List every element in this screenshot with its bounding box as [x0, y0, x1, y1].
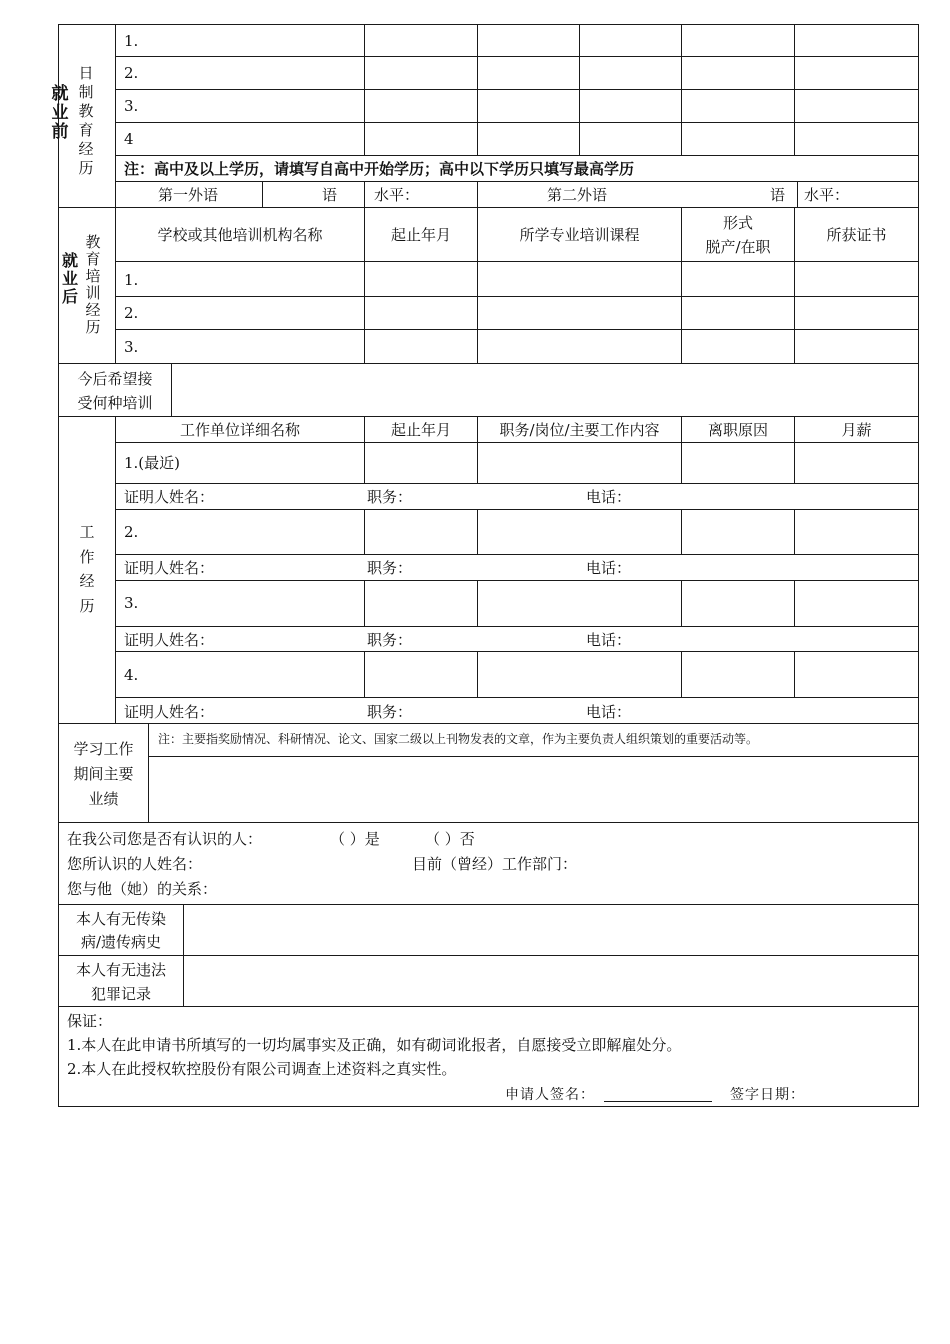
reference-name-label: 证明人姓名： [124, 703, 215, 721]
header-position: 职务/岗位/主要工作内容 [499, 421, 660, 439]
acquaintance-yes-option[interactable]: （ ）是 [330, 830, 380, 848]
reference-phone-label: 电话： [586, 488, 632, 506]
fulltime-education-side-label: 日制教育经历 [78, 64, 94, 177]
training-row-1-number: 1. [124, 271, 139, 289]
edu-row-4-number: 4 [124, 130, 134, 148]
reference-title-label: 职务： [367, 631, 413, 649]
header-salary: 月薪 [841, 421, 872, 439]
first-foreign-language-label: 第一外语 [158, 186, 219, 204]
guarantee-item-2: 2.本人在此授权软控股份有限公司调查上述资料之真实性。 [67, 1060, 457, 1078]
future-training-label-line2: 受何种培训 [77, 394, 153, 412]
signature-line[interactable] [604, 1101, 712, 1102]
header-form-type: 脱产/在职 [705, 238, 771, 256]
signature-label: 申请人签名： [505, 1087, 595, 1103]
work-row-4-number: 4. [124, 666, 139, 684]
pre-employment-side-label: 就业前 [51, 84, 69, 142]
achievements-note: 注：主要指奖励情况、科研情况、论文、国家二级以上刊物发表的文章，作为主要负责人组织策划的重要活动等。 [158, 732, 759, 746]
sign-date-label: 签字日期： [730, 1087, 805, 1103]
work-row-3-number: 3. [124, 594, 139, 612]
acquaintance-name-label: 您所认识的人姓名： [67, 855, 203, 873]
acquaintance-question: 在我公司您是否有认识的人： [67, 830, 263, 848]
first-language-level-label: 水平： [374, 186, 420, 204]
training-history-side-label: 教育培训经历 [85, 233, 101, 336]
header-course: 所学专业培训课程 [519, 226, 640, 244]
guarantee-item-1: 1.本人在此申请书所填写的一切均属事实及正确，如有砌词讹报者，自愿接受立即解雇处分。 [67, 1036, 682, 1054]
header-period: 起止年月 [390, 226, 451, 244]
header-certificate: 所获证书 [826, 226, 887, 244]
work-row-2-number: 2. [124, 523, 139, 541]
edu-row-1-number: 1. [124, 32, 139, 50]
crime-label-line2: 犯罪记录 [90, 985, 151, 1003]
guarantee-title: 保证： [67, 1012, 113, 1030]
first-language-suffix: 语 [322, 186, 338, 204]
achievements-label-line2: 期间主要 [73, 765, 134, 783]
second-language-suffix: 语 [770, 186, 786, 204]
work-row-1-number: 1.(最近) [124, 454, 181, 472]
disease-label-line2: 病/遗传病史 [80, 933, 162, 951]
edu-row-3-number: 3. [124, 97, 139, 115]
acquaintance-relation-label: 您与他（她）的关系： [67, 880, 218, 898]
header-institution: 学校或其他培训机构名称 [157, 226, 323, 244]
reference-title-label: 职务： [367, 488, 413, 506]
future-training-label-line1: 今后希望接 [77, 370, 153, 388]
reference-phone-label: 电话： [586, 559, 632, 577]
header-form: 形式 [722, 214, 753, 232]
header-work-period: 起止年月 [390, 421, 451, 439]
second-language-level-label: 水平： [804, 186, 850, 204]
reference-name-label: 证明人姓名： [124, 631, 215, 649]
acquaintance-no-option[interactable]: （ ）否 [425, 830, 475, 848]
header-employer: 工作单位详细名称 [179, 421, 300, 439]
training-row-2-number: 2. [124, 304, 139, 322]
education-note: 注：高中及以上学历，请填写自高中开始学历；高中以下学历只填写最高学历 [124, 160, 635, 178]
edu-row-2-number: 2. [124, 64, 139, 82]
header-leave-reason: 离职原因 [707, 421, 768, 439]
reference-phone-label: 电话： [586, 703, 632, 721]
achievements-label-line1: 学习工作 [73, 740, 134, 758]
reference-title-label: 职务： [367, 703, 413, 721]
acquaintance-dept-label: 目前（曾经）工作部门： [412, 855, 578, 873]
post-employment-side-label: 就业后 [61, 251, 78, 306]
achievements-label-line3: 业绩 [88, 790, 119, 808]
training-row-3-number: 3. [124, 338, 139, 356]
reference-name-label: 证明人姓名： [124, 559, 215, 577]
reference-title-label: 职务： [367, 559, 413, 577]
disease-label-line1: 本人有无传染 [75, 910, 166, 928]
work-experience-side-label: 工作经历 [79, 523, 95, 615]
crime-label-line1: 本人有无违法 [75, 961, 166, 979]
reference-phone-label: 电话： [586, 631, 632, 649]
reference-name-label: 证明人姓名： [124, 488, 215, 506]
second-foreign-language-label: 第二外语 [547, 186, 608, 204]
